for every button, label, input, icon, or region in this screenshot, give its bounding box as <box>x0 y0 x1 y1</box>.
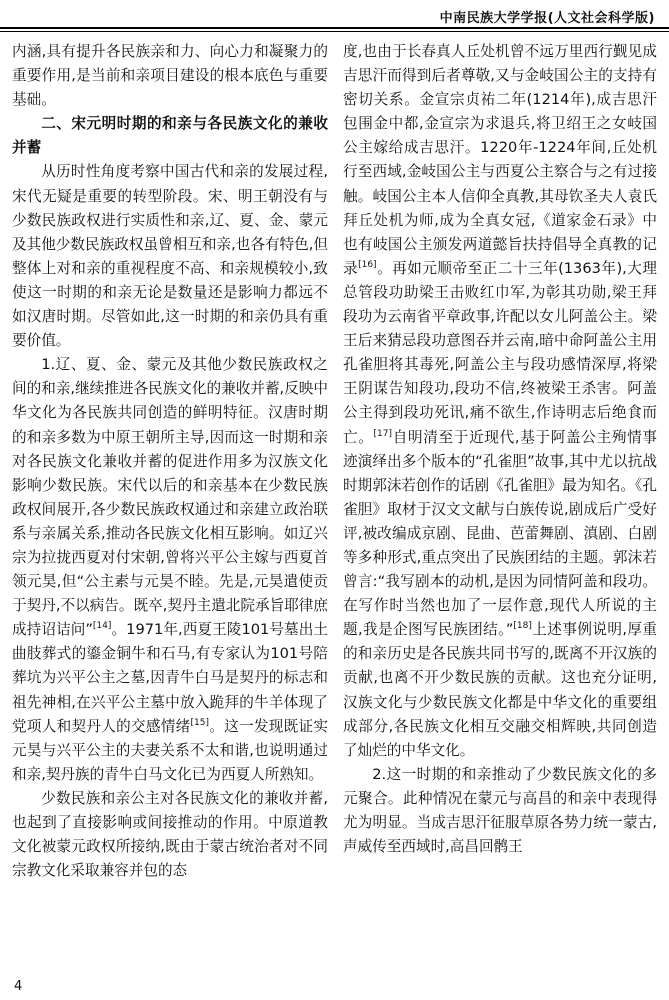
page-header <box>0 0 669 28</box>
right-column <box>343 40 657 859</box>
paragraph-continuation: 内涵,具有提升各民族亲和力、向心力和凝聚力的重要作用,是当前和亲项目建设的根本底色与重要基础。 <box>12 43 328 109</box>
left-column <box>12 40 328 883</box>
citation: [17] <box>373 428 393 439</box>
header-rule <box>0 27 669 29</box>
citation: [16] <box>358 259 377 270</box>
citation: [15] <box>190 717 209 728</box>
paragraph: 少数民族和亲公主对各民族文化的兼收并蓄,也起到了直接影响或间接推动的作用。中原道教文化被蒙元政权所接纳,既由于蒙古统治者对不同宗教文化采取兼容并包的态 <box>12 789 328 880</box>
page-number: 4 <box>14 979 23 994</box>
paragraph <box>343 40 657 763</box>
paragraph: 2.这一时期的和亲推动了少数民族文化的多元聚合。此种情况在蒙元与高昌的和亲中表现得尤为明显。当成吉思汗征服草原各势力统一蒙古,声威传至西域时,高昌回鹘王 <box>343 765 657 856</box>
paragraph <box>12 353 328 787</box>
header-rule-thin <box>0 31 669 32</box>
paragraph-text: 。1971年,西夏王陵101号墓出土曲肢葬式的鎏金铜牛和石马,有专家认为101号陪葬坑为兴平公主之墓,因青牛白马是契丹的标志和祖先神相,在兴平公主墓中放入跪拜的牛羊体现了党项人和契丹人的交感情绪 <box>12 621 328 735</box>
paragraph-text: 度,也由于长春真人丘处机曾不远万里西行觐见成吉思汗而得到后者尊敬,又与金岐国公主的支持有密切关系。金宣宗贞祐二年(1214年),成吉思汗包围金中都,金宣宗为求退兵,将卫绍王之女岐国公主嫁给成吉思汗。1220年-1224年间,丘处机行至西域,金岐国公主与西夏公主察合与之有过接触。岐国公主本人信仰全真教,其母钦圣夫人袁氏拜丘处机为师,成为全真女冠,《道家金石录》中也有岐国公主颁发两道懿旨扶持倡导全真教的记录 <box>343 43 657 277</box>
section-heading: 二、宋元明时期的和亲与各民族文化的兼收并蓄 <box>12 115 328 157</box>
paragraph: 从历时性角度考察中国古代和亲的发展过程,宋代无疑是重要的转型阶段。宋、明王朝没有与少数民族政权进行实质性和亲,辽、夏、金、蒙元及其他少数民族政权虽曾相互和亲,也各有特色,但整体上对和亲的重视程度不高、和亲规模较小,致使这一时期的和亲无论是数量还是影响力都远不如汉唐时期。尽管如此,这一时期的和亲仍具有重要价值。 <box>12 163 328 350</box>
citation: [18] <box>513 621 532 632</box>
paragraph-text: 。这一发现既证实元昊与兴平公主的夫妻关系不太和谐,也说明通过和亲,契丹族的青牛白马文化已为西夏人所熟知。 <box>12 717 328 783</box>
paragraph-text: 。再如元顺帝至正二十三年(1363年),大理总管段功助梁王击败红巾军,为彰其功勋,梁王拜段功为云南省平章政事,许配以女儿阿盖公主。梁王后来猜忌段功意图吞并云南,暗中命阿盖公主用孔雀胆将其毒死,阿盖公主与段功感情深厚,将梁王阴谋告知段功,段功不信,终被梁王杀害。阿盖公主得到段功死讯,痛不欲生,作诗明志后绝食而亡。 <box>343 259 657 446</box>
paragraph-text: 1.辽、夏、金、蒙元及其他少数民族政权之间的和亲,继续推进各民族文化的兼收并蓄,反映中华文化为各民族共同创造的鲜明特征。汉唐时期的和亲多数为中原王朝所主导,因而这一时期和亲对各民族文化兼收并蓄的促进作用多为汉族文化影响少数民族。宋代以后的和亲基本在少数民族政权间展开,各少数民族政权通过和亲建立政治联系与亲属关系,推动各民族文化相互影响。如辽兴宗为拉拢西夏对付宋朝,曾将兴平公主嫁与西夏首领元昊,但“公主素与元昊不睦。先是,元昊遣使贡于契丹,不以病告。既卒,契丹主遣北院承旨耶律庶成持诏诘问” <box>12 356 328 639</box>
citation: [14] <box>92 621 112 632</box>
journal-title: 中南民族大学学报(人文社会科学版) <box>439 11 655 26</box>
paragraph-text: 上述事例说明,厚重的和亲历史是各民族共同书写的,既离不开汉族的贡献,也离不开少数民族的贡献。这也充分证明,汉族文化与少数民族文化都是中华文化的重要组成部分,各民族文化相互交融交相辉映,共同创造了灿烂的中华文化。 <box>343 621 658 759</box>
paragraph-text: 自明清至于近现代,基于阿盖公主殉情事迹演绎出多个版本的“孔雀胆”故事,其中尤以抗战时期郭沫若创作的话剧《孔雀胆》最为知名。《孔雀胆》取材于汉文文献与白族传说,剧成后广受好评,被改编成京剧、昆曲、芭蕾舞剧、滇剧、白剧等多种形式,重点突出了民族团结的主题。郭沫若曾言:“我写剧本的动机,是因为同情阿盖和段功。在写作时当然也加了一层作意,现代人所说的主题,我是企图写民族团结。” <box>343 428 657 639</box>
